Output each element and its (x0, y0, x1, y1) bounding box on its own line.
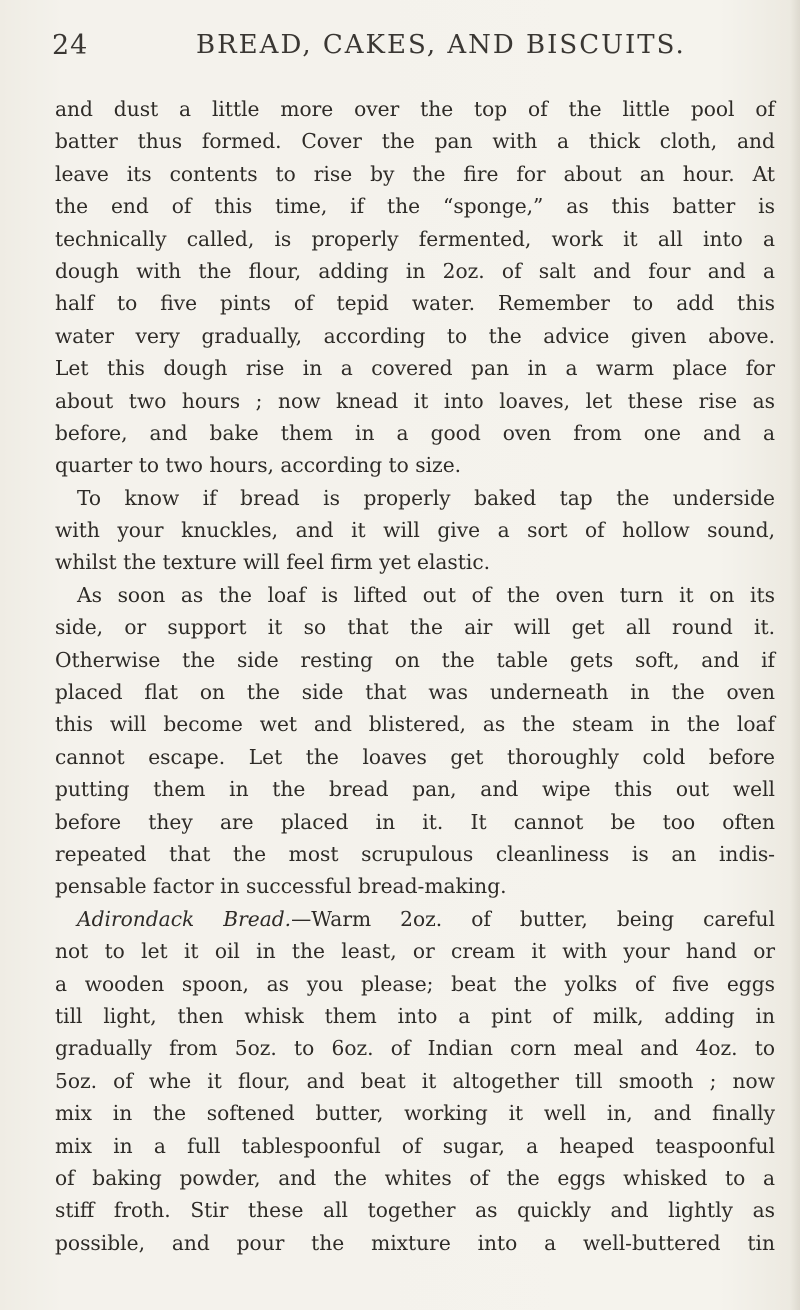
recipe-title: Adirondack Bread. (77, 906, 292, 931)
text-line: To know if bread is properly baked tap the underside (77, 485, 775, 510)
text-line: technically called, is properly fermented, work it all into a (55, 226, 775, 251)
text-line: pensable factor in successful bread-making. (55, 874, 507, 899)
page-number: 24 (52, 30, 89, 61)
text-line: repeated that the most scrupulous cleanliness is an indis- (55, 841, 775, 866)
text-line: gradually from 5oz. to 6oz. of Indian corn meal and 4oz. to (55, 1036, 775, 1061)
text-line: of baking powder, and the whites of the eggs whisked to a (55, 1165, 775, 1190)
text-line: this will become wet and blistered, as the steam in the loaf (55, 712, 775, 737)
text-line: possible, and pour the mixture into a well-buttered tin (55, 1230, 775, 1255)
text-line: 5oz. of whe it flour, and beat it altogether till smooth ; now (55, 1068, 775, 1093)
text-line: dough with the flour, adding in 2oz. of salt and four and a (55, 258, 775, 283)
body-text (55, 93, 775, 1259)
text-line: about two hours ; now knead it into loaves, let these rise as (55, 388, 775, 413)
text-line: stiff froth. Stir these all together as quickly and lightly as (55, 1198, 775, 1223)
text-line: Let this dough rise in a covered pan in a warm place for (55, 356, 775, 381)
text-line: before they are placed in it. It cannot be too often (55, 809, 775, 834)
recipe-intro: —Warm 2oz. of butter, being careful (291, 906, 775, 931)
text-line: till light, then whisk them into a pint of milk, adding in (55, 1003, 775, 1028)
text-line: not to let it oil in the least, or cream it with your hand or (55, 939, 775, 964)
text-line: quarter to two hours, according to size. (55, 453, 462, 478)
text-line: before, and bake them in a good oven from one and a (55, 420, 775, 445)
text-line: cannot escape. Let the loaves get thoroughly cold before (55, 744, 775, 769)
text-line: half to five pints of tepid water. Remember to add this (55, 291, 775, 316)
text-line: a wooden spoon, as you please; beat the yolks of five eggs (55, 971, 775, 996)
text-line: and dust a little more over the top of the little pool of (55, 97, 775, 121)
text-line: mix in the softened butter, working it well in, and finally (55, 1101, 775, 1126)
text-line: leave its contents to rise by the fire for about an hour. At (55, 161, 775, 186)
running-head: BREAD, CAKES, AND BISCUITS. (196, 30, 686, 60)
text-line: water very gradually, according to the advice given above. (55, 323, 775, 348)
text-line: the end of this time, if the “sponge,” as this batter is (55, 194, 775, 219)
text-line: mix in a full tablespoonful of sugar, a heaped teaspoonful (55, 1133, 775, 1158)
text-line: side, or support it so that the air will get all round it. (55, 615, 775, 640)
page-header (0, 30, 800, 80)
text-line: As soon as the loaf is lifted out of the oven turn it on its (77, 582, 775, 607)
recipe-line (55, 903, 775, 935)
text-line: whilst the texture will feel firm yet elastic. (55, 550, 491, 575)
text-line: putting them in the bread pan, and wipe this out well (55, 777, 775, 802)
page-edge-shadow (790, 0, 800, 1310)
text-line: batter thus formed. Cover the pan with a thick cloth, and (55, 129, 775, 154)
text-line: placed flat on the side that was underneath in the oven (55, 680, 775, 705)
text-line: with your knuckles, and it will give a sort of hollow sound, (55, 518, 775, 543)
text-line: Otherwise the side resting on the table gets soft, and if (55, 647, 775, 672)
